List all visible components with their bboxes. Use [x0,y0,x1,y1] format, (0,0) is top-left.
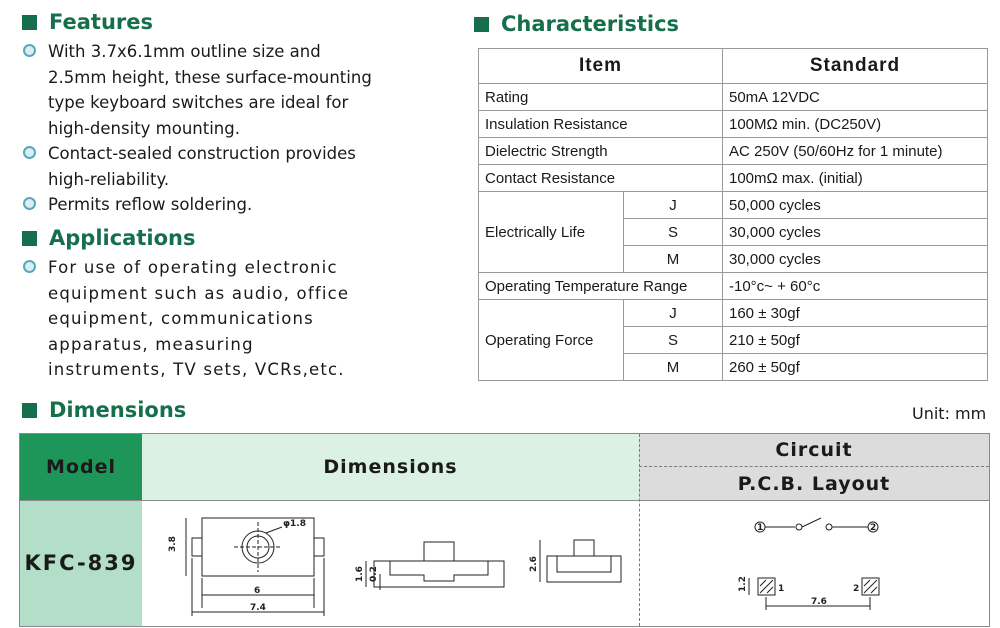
contact-item: Contact Resistance [479,165,723,192]
end-view-body [547,556,621,582]
life-type: J [624,192,723,219]
force-type: S [624,327,723,354]
end-view-actuator [574,540,594,556]
unit-label: Unit: mm [912,404,987,423]
feature-text: With 3.7x6.1mm outline size and 2.5mm height, these surface-mounting type keyboard switches are ideal for high-density mounting. [48,42,372,138]
life-value: 50,000 cycles [723,192,988,219]
features-title: Features [49,10,153,34]
list-item [22,141,378,192]
characteristics-table [478,48,988,381]
feature-text: Permits reflow soldering. [48,195,253,214]
feature-text: Contact-sealed construction provides high-reliability. [48,144,356,189]
pcb-layout-header: P.C.B. Layout [639,467,989,500]
force-type: J [624,300,723,327]
top-view-terminal-right [314,538,324,556]
force-value: 260 ± 50gf [723,354,988,381]
terminal-1-label: 1 [757,523,764,533]
pad-height-label: 1.2 [738,576,748,592]
side-gap-label: 0.2 [369,566,379,582]
life-type: S [624,219,723,246]
applications-heading [22,226,195,250]
side-view-body [374,561,504,587]
dimension-drawing-svg [142,500,639,626]
header-divider [20,500,989,501]
dimensions-table [19,433,990,627]
bullet-icon [23,44,36,57]
features-list [22,39,378,218]
end-height-label: 2.6 [529,556,539,572]
force-item: Operating Force [479,300,624,381]
table-row [479,138,988,165]
circuit-divider [639,434,640,626]
model-header: Model [20,434,142,500]
hole-dimension-label: φ1.8 [283,519,306,529]
pad-2-label: 2 [853,584,860,594]
force-type: M [624,354,723,381]
terminal-2-label: 2 [870,523,877,533]
bullet-icon [23,260,36,273]
list-item [22,192,378,218]
temperature-item: Operating Temperature Range [479,273,723,300]
pad-1-label: 1 [778,584,785,594]
outer-width-label: 7.4 [250,603,266,613]
switch-contact-icon [802,518,821,527]
bullet-icon [23,146,36,159]
application-text: For use of operating electronic equipment such as audio, office equipment, communications apparatus, measuring instruments, TV sets, VCRs,etc. [48,258,350,379]
dimensions-header: Dimensions [142,434,639,500]
life-value: 30,000 cycles [723,246,988,273]
dimensions-title: Dimensions [49,398,187,422]
table-row [479,111,988,138]
table-row [479,165,988,192]
dielectric-value: AC 250V (50/60Hz for 1 minute) [723,138,988,165]
life-item: Electrically Life [479,192,624,273]
pad-spacing-label: 7.6 [811,597,827,607]
height-dimension-label: 3.8 [168,536,178,552]
characteristics-title: Characteristics [501,12,680,36]
dielectric-item: Dielectric Strength [479,138,723,165]
life-type: M [624,246,723,273]
side-view-actuator [424,542,454,561]
insulation-value: 100MΩ min. (DC250V) [723,111,988,138]
table-row [479,192,988,219]
features-heading [22,10,153,34]
applications-title: Applications [49,226,196,250]
section-square-icon [22,15,37,30]
table-header-row [479,49,988,84]
applications-list [22,255,378,383]
circuit-drawing [639,500,989,626]
dimensions-heading [22,398,186,422]
inner-width-label: 6 [254,586,261,596]
force-value: 210 ± 50gf [723,327,988,354]
circuit-drawing-svg [639,500,989,626]
section-square-icon [22,231,37,246]
rating-value: 50mA 12VDC [723,84,988,111]
rating-item: Rating [479,84,723,111]
table-row [479,273,988,300]
temperature-value: -10°c~ + 60°c [723,273,988,300]
contact-value: 100mΩ max. (initial) [723,165,988,192]
circuit-header: Circuit [639,434,989,467]
force-value: 160 ± 30gf [723,300,988,327]
section-square-icon [474,17,489,32]
bullet-icon [23,197,36,210]
item-header: Item [479,49,723,84]
table-row [479,84,988,111]
dimension-drawing [142,500,639,626]
top-view-terminal-left [192,538,202,556]
list-item [22,39,378,141]
list-item [22,255,378,383]
table-row [479,300,988,327]
side-height-label: 1.6 [355,566,365,582]
life-value: 30,000 cycles [723,219,988,246]
standard-header: Standard [723,49,988,84]
characteristics-heading [474,12,679,36]
insulation-item: Insulation Resistance [479,111,723,138]
section-square-icon [22,403,37,418]
model-value: KFC-839 [20,500,142,626]
